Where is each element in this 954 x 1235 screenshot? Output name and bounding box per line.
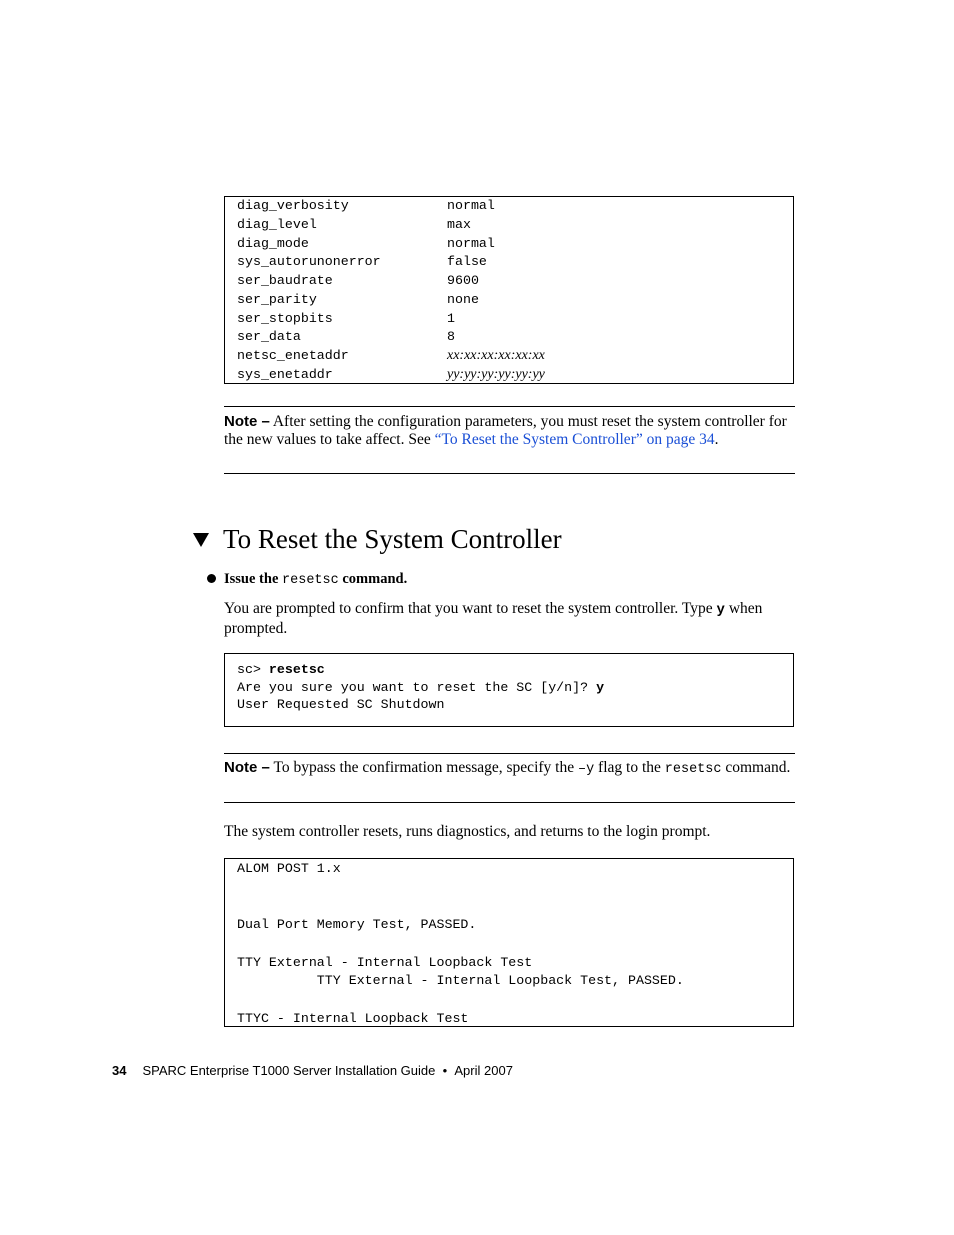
config-params-list bbox=[225, 197, 793, 385]
param-value: max bbox=[447, 216, 471, 232]
param-value: 9600 bbox=[447, 273, 479, 288]
flag-code: –y bbox=[577, 762, 595, 777]
param-value: yy:yy:yy:yy:yy:yy bbox=[447, 366, 545, 382]
intro-text: You are prompted to confirm that you want to reset the system controller. Type bbox=[224, 600, 717, 617]
page-footer bbox=[112, 1063, 513, 1078]
triangle-bullet-icon bbox=[193, 533, 209, 547]
bullet-icon bbox=[207, 574, 216, 583]
step-command: resetsc bbox=[282, 573, 339, 588]
param-value: 1 bbox=[447, 310, 455, 326]
step-prefix: Issue the bbox=[224, 571, 283, 587]
param-value: false bbox=[447, 254, 487, 270]
reset-sc-link[interactable]: “To Reset the System Controller” on page 34 bbox=[434, 431, 715, 448]
note-label: Note – bbox=[224, 413, 270, 430]
result-paragraph: The system controller resets, runs diagnostics, and returns to the login prompt. bbox=[224, 823, 711, 840]
param-value: normal bbox=[447, 235, 495, 251]
post-output-line: Dual Port Memory Test, PASSED. bbox=[237, 917, 477, 933]
note-text: To bypass the confirmation message, specify the bbox=[269, 759, 578, 776]
note-text-end: . bbox=[714, 431, 719, 448]
session-answer: y bbox=[596, 680, 605, 695]
config-param-row bbox=[225, 347, 793, 366]
command-code: resetsc bbox=[664, 762, 722, 777]
param-name: netsc_enetaddr bbox=[237, 348, 349, 363]
page-number: 34 bbox=[112, 1063, 127, 1078]
param-value: xx:xx:xx:xx:xx:xx bbox=[447, 348, 545, 363]
post-output-line: TTYC - Internal Loopback Test bbox=[237, 1010, 469, 1026]
param-name: diag_mode bbox=[237, 235, 309, 251]
post-output-line: TTY External - Internal Loopback Test, PASSED. bbox=[237, 973, 684, 989]
param-name: diag_verbosity bbox=[237, 198, 349, 213]
config-param-row bbox=[225, 291, 793, 310]
session-line-2 bbox=[237, 679, 604, 697]
config-param-row bbox=[225, 366, 793, 385]
note-text-end: command. bbox=[721, 759, 791, 776]
param-name: ser_parity bbox=[237, 291, 317, 307]
param-name: ser_data bbox=[237, 329, 301, 345]
intro-bold-key: y bbox=[716, 602, 725, 618]
footer-date: April 2007 bbox=[454, 1063, 513, 1078]
footer-separator: • bbox=[442, 1063, 448, 1078]
step-suffix: command. bbox=[338, 571, 408, 587]
session-prompt: sc> bbox=[237, 662, 269, 677]
post-output-line: TTY External - Internal Loopback Test bbox=[237, 954, 533, 970]
section-heading bbox=[193, 521, 562, 557]
intro-text-end: when prompted. bbox=[224, 600, 763, 637]
section-title: To Reset the System Controller bbox=[223, 524, 562, 554]
config-param-row bbox=[225, 328, 793, 347]
note-reset-required bbox=[224, 406, 795, 474]
param-value: none bbox=[447, 291, 479, 307]
post-output-line: ALOM POST 1.x bbox=[237, 861, 341, 876]
step-issue-resetsc bbox=[207, 569, 407, 591]
resetsc-session-box bbox=[224, 653, 794, 727]
session-line-3 bbox=[237, 696, 444, 714]
config-param-row bbox=[225, 197, 793, 216]
note-text-mid: flag to the bbox=[594, 759, 665, 776]
config-param-row bbox=[225, 216, 793, 235]
note-bypass-confirmation bbox=[224, 753, 795, 803]
config-param-row bbox=[225, 235, 793, 254]
session-question: Are you sure you want to reset the SC [y/n]? bbox=[237, 680, 597, 695]
session-output: User Requested SC Shutdown bbox=[237, 697, 445, 712]
note-label: Note – bbox=[224, 759, 270, 776]
param-name: sys_autorunonerror bbox=[237, 254, 381, 270]
intro-paragraph bbox=[224, 600, 796, 638]
config-param-row bbox=[225, 253, 793, 272]
book-title: SPARC Enterprise T1000 Server Installation Guide bbox=[142, 1063, 436, 1078]
config-param-row bbox=[225, 272, 793, 291]
session-command: resetsc bbox=[268, 662, 325, 677]
post-output-box bbox=[224, 858, 794, 1027]
param-name: ser_baudrate bbox=[237, 273, 333, 288]
param-name: diag_level bbox=[237, 216, 317, 232]
param-name: ser_stopbits bbox=[237, 310, 333, 326]
session-line-1 bbox=[237, 661, 325, 679]
config-param-row bbox=[225, 310, 793, 329]
config-params-box bbox=[224, 196, 794, 384]
param-name: sys_enetaddr bbox=[237, 366, 333, 382]
note-text: After setting the configuration parameters, you must reset the system controller for the new values to take affect. See bbox=[224, 413, 787, 448]
param-value: 8 bbox=[447, 329, 455, 345]
param-value: normal bbox=[447, 198, 495, 213]
